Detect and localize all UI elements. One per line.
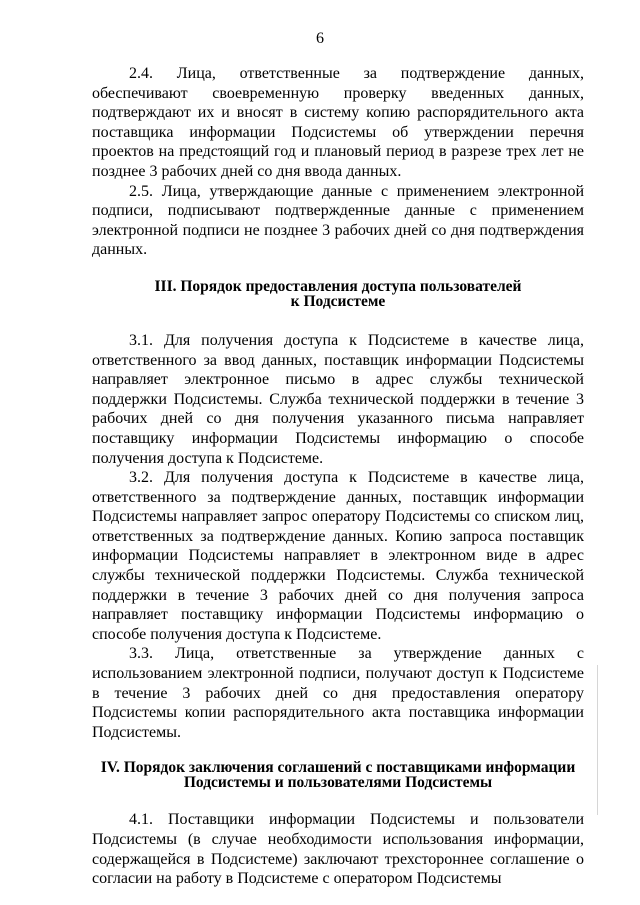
section-3-heading-line-1: III. Порядок предоставления доступа пользователей xyxy=(154,277,522,295)
scan-margin-line xyxy=(597,665,598,815)
paragraph-4-1: 4.1. Поставщики информации Подсистемы и пользователи Подсистемы (в случае необходимости использования информации, содержащейся в Подсистеме) заключают трехстороннее соглашение о согласии на работу в Подсистеме с оператором Подсистемы xyxy=(92,811,584,888)
paragraph-2-4: 2.4. Лица, ответственные за подтверждение данных, обеспечивают своевременную проверку введенных данных, подтверждают их и вносят в систему копию распорядительного акта поставщика информации Подсистемы об утверждении перечня проектов на предстоящий год и плановый период в разрезе трех лет не позднее 3 рабочих дней со дня ввода данных. xyxy=(92,65,584,180)
paragraph-3-2: 3.2. Для получения доступа к Подсистеме в качестве лица, ответственного за подтверждение данных, поставщик информации Подсистемы направляет запрос оператору Подсистемы со списком лиц, ответственных за подтверждение данных. Копию запроса поставщик информации Подсистемы направляет в электронном виде в адрес службы технической поддержки Подсистемы. Служба технической поддержки в течение 3 рабочих дней со дня получения запроса направляет поставщику информации Подсистемы информацию о способе получения доступа к Подсистеме. xyxy=(92,469,584,643)
document-body xyxy=(92,64,584,889)
section-4-heading-line-2: Подсистемы и пользователями Подсистемы xyxy=(183,774,493,792)
paragraph-2-5: 2.5. Лица, утверждающие данные с применением электронной подписи, подписывают подтвержденные данные с применением электронной подписи не позднее 3 рабочих дней со дня подтверждения данных. xyxy=(92,182,584,259)
section-4-heading-line-1: IV. Порядок заключения соглашений с поставщиками информации xyxy=(100,759,576,777)
section-4-heading xyxy=(92,760,584,790)
paragraph-3-3: 3.3. Лица, ответственные за утверждение данных с использованием электронной подписи, получают доступ к Подсистеме в течение 3 рабочих дней со дня предоставления оператору Подсистемы копии распорядительного акта поставщика информации Подсистемы. xyxy=(92,645,584,741)
section-3-heading-line-2: к Подсистеме xyxy=(290,292,386,310)
section-3-heading xyxy=(92,279,584,309)
paragraph-3-1: 3.1. Для получения доступа к Подсистеме в качестве лица, ответственного за ввод данных, поставщик информации Подсистемы направляет электронное письмо в адрес службы технической поддержки Подсистемы. Служба технической поддержки в течение 3 рабочих дней со дня получения указанного письма направляет поставщику информации Подсистемы информацию о способе получения доступа к Подсистеме. xyxy=(92,331,584,467)
page-number: 6 xyxy=(316,30,324,47)
